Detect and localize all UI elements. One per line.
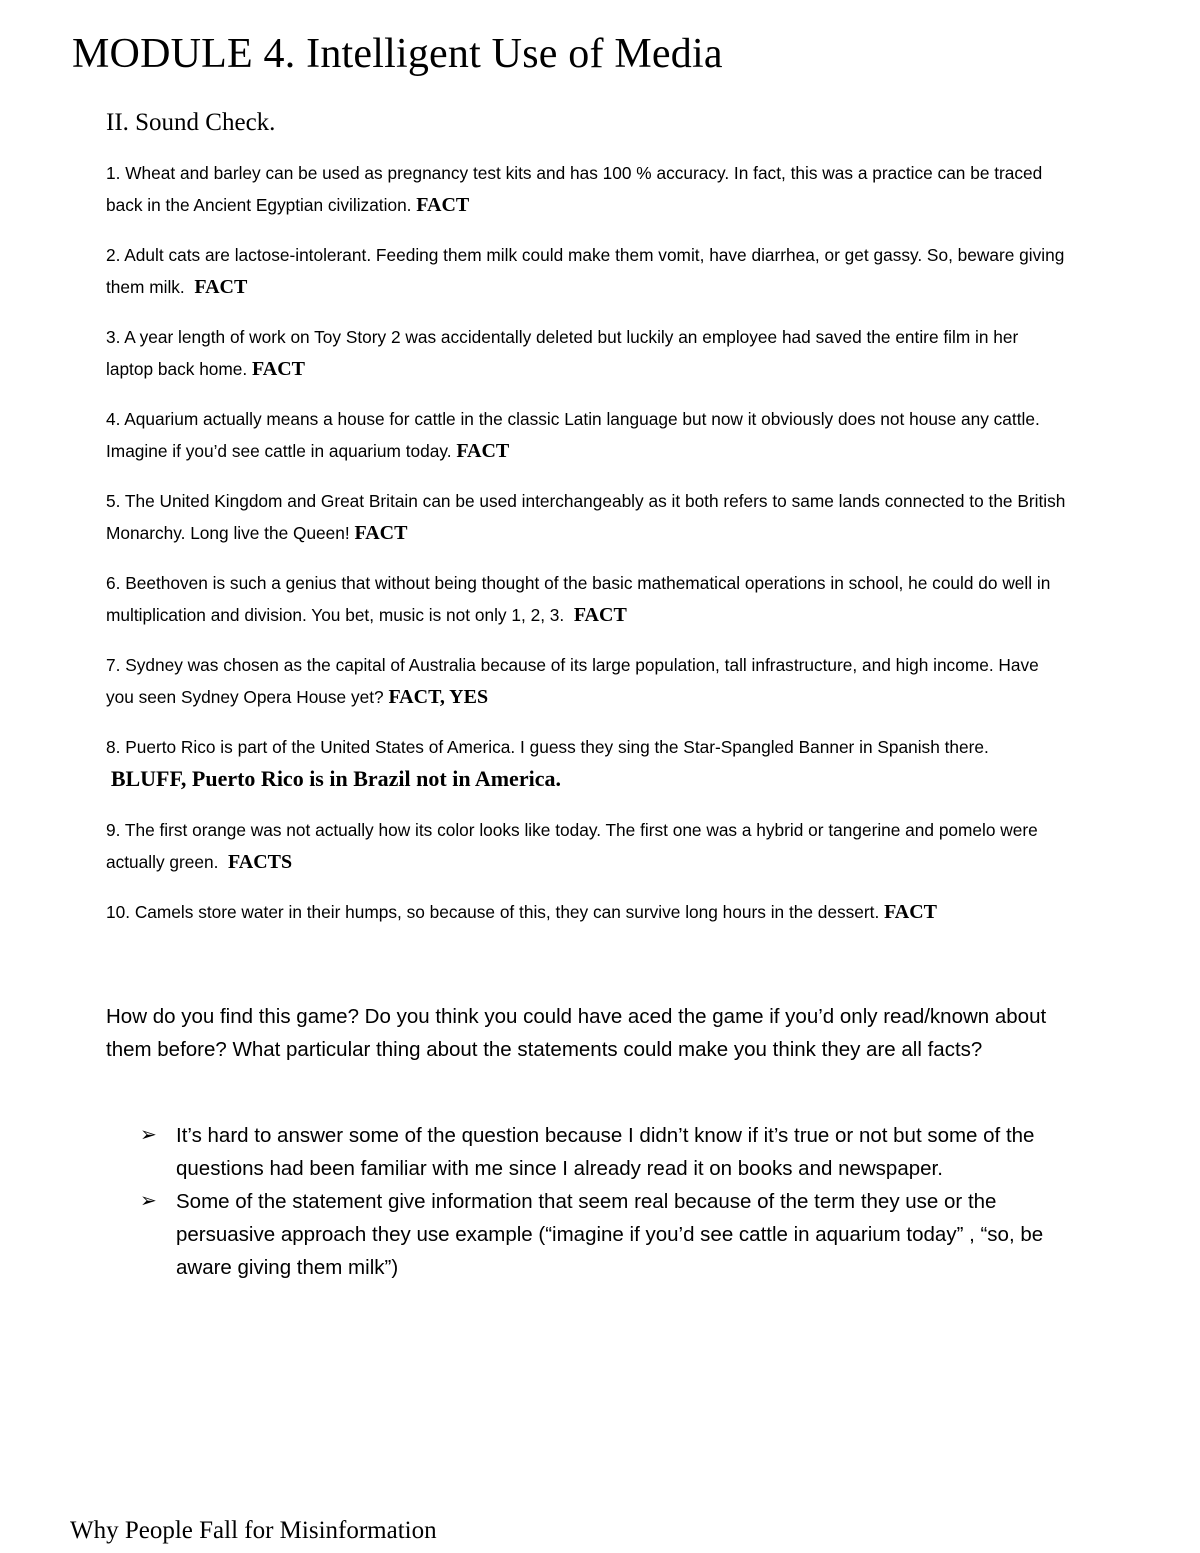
statement-item xyxy=(106,485,1066,549)
answer-text: It’s hard to answer some of the question because I didn’t know if it’s true or not but some of the questions had been familiar with me since I already read it on books and newspaper. xyxy=(176,1124,1035,1180)
statement-verdict: FACT xyxy=(884,901,938,923)
statement-item xyxy=(106,157,1066,221)
statement-text: 8. Puerto Rico is part of the United States of America. I guess they sing the Star-Spangled Banner in Spanish there. xyxy=(106,737,989,757)
answer-text: Some of the statement give information that seem real because of the term they use or the persuasive approach they use example (“imagine if you’d see cattle in aquarium today” , “so, be aware giving them milk”) xyxy=(176,1190,1044,1279)
statement-text: 7. Sydney was chosen as the capital of Australia because of its large population, tall infrastructure, and high income. Have you seen Sydney Opera House yet? xyxy=(106,655,1039,707)
statement-item xyxy=(106,403,1066,467)
footer-heading: Why People Fall for Misinformation xyxy=(70,1517,437,1544)
statement-text: 1. Wheat and barley can be used as pregnancy test kits and has 100 % accuracy. In fact, this was a practice can be traced back in the Ancient Egyptian civilization. xyxy=(106,163,1043,215)
arrow-bullet-icon: ➢ xyxy=(140,1124,157,1146)
statement-item xyxy=(106,567,1066,631)
answer-item xyxy=(140,1185,1070,1284)
statement-item xyxy=(106,239,1066,303)
statement-verdict: BLUFF, Puerto Rico is in Brazil not in America. xyxy=(110,766,561,791)
statement-item xyxy=(106,896,1066,928)
statement-text: 5. The United Kingdom and Great Britain can be used interchangeably as it both refers to same lands connected to the British Monarchy. Long live the Queen! xyxy=(106,491,1066,543)
statement-text: 10. Camels store water in their humps, so because of this, they can survive long hours in the dessert. xyxy=(106,902,880,922)
statement-item xyxy=(106,649,1066,713)
statement-text: 4. Aquarium actually means a house for cattle in the classic Latin language but now it obviously does not house any cattle. Imagine if you’d see cattle in aquarium today. xyxy=(106,409,1040,461)
statement-text: 6. Beethoven is such a genius that without being thought of the basic mathematical operations in school, he could do well in multiplication and division. You bet, music is not only 1, 2, 3. xyxy=(106,573,1051,625)
section-title: II. Sound Check. xyxy=(106,109,276,136)
statement-item xyxy=(106,814,1066,878)
statement-verdict: FACT xyxy=(354,522,408,544)
statement-verdict: FACT xyxy=(252,358,306,380)
statement-verdict: FACT xyxy=(456,440,510,462)
statement-item xyxy=(106,321,1066,385)
statement-text: 2. Adult cats are lactose-intolerant. Feeding them milk could make them vomit, have diarrhea, or get gassy. So, beware giving them milk. xyxy=(106,245,1065,297)
statement-verdict: FACT xyxy=(416,194,470,216)
statement-verdict: FACT xyxy=(573,604,627,626)
answer-item xyxy=(140,1119,1070,1185)
statement-text: 9. The first orange was not actually how its color looks like today. The first one was a hybrid or tangerine and pomelo were actually green. xyxy=(106,820,1038,872)
statement-verdict: FACT, YES xyxy=(388,686,489,708)
statement-item xyxy=(106,731,1066,796)
answer-list xyxy=(140,1119,1070,1284)
statement-verdict: FACT xyxy=(194,276,248,298)
page-title: MODULE 4. Intelligent Use of Media xyxy=(72,31,723,77)
statement-verdict: FACTS xyxy=(228,851,293,873)
statement-text: 3. A year length of work on Toy Story 2 was accidentally deleted but luckily an employee had saved the entire film in her laptop back home. xyxy=(106,327,1019,379)
statement-list xyxy=(106,157,1066,946)
arrow-bullet-icon: ➢ xyxy=(140,1190,157,1212)
reflection-question: How do you find this game? Do you think you could have aced the game if you’d only read/known about them before? What particular thing about the statements could make you think they are all facts? xyxy=(106,1005,1047,1061)
